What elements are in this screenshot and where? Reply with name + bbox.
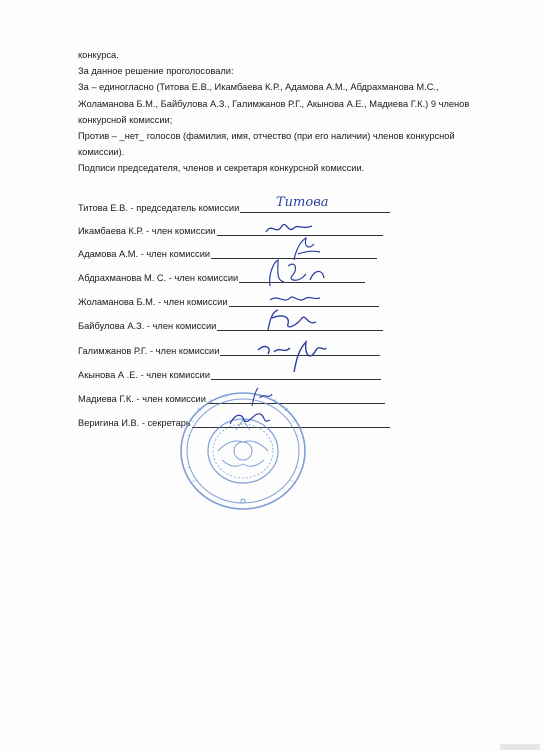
signatory-row — [78, 245, 377, 259]
text-line: Жоламанова Б.М., Байбулова А.З., Галимжанов Р.Г., Акынова А.Е., Мадиева Г.К.) 9 членов — [78, 98, 470, 109]
signatory-row — [78, 293, 379, 307]
signatory-label: Веригина И.В. - секретарь — [78, 418, 191, 428]
text-line: конкурса. — [78, 50, 119, 60]
signatory-row — [78, 199, 390, 213]
text-line: Против – _нет_ голосов (фамилия, имя, отчество (при его наличии) членов конкурсной — [78, 131, 455, 142]
signatory-row — [78, 222, 383, 236]
signature-line — [229, 295, 379, 307]
signature-line — [211, 247, 377, 259]
signature-line — [211, 368, 381, 380]
signature-line — [217, 224, 383, 236]
scan-artifact — [500, 744, 540, 750]
text-line: Подписи председателя, членов и секретаря конкурсной комиссии. — [78, 163, 365, 174]
signatory-label: Мадиева Г.К. - член комиссии — [78, 394, 206, 404]
text-line: За данное решение проголосовали: — [78, 66, 234, 77]
signatory-label: Жоламанова Б.М. - член комиссии — [78, 297, 228, 307]
text-line: конкурсной комиссии; — [78, 114, 173, 125]
text-line: комиссии). — [78, 147, 125, 158]
signature-text: Титова — [276, 195, 329, 210]
signatory-label: Титова Е.В. - председатель комиссии — [78, 203, 240, 213]
signatory-label: Акынова А .Е. - член комиссии — [78, 370, 211, 380]
signature-line — [217, 319, 383, 331]
signature-line — [220, 344, 380, 356]
text-line: За – единогласно (Титова Е.В., Икамбаева К.Р., Адамова А.М., Абдрахманова М.С., — [78, 82, 439, 93]
signature-line — [239, 271, 365, 283]
signatory-row — [78, 269, 365, 283]
decision-text — [78, 47, 478, 177]
signatory-row — [78, 317, 383, 331]
signatory-label: Адамова А.М. - член комиссии — [78, 249, 211, 259]
signatory-row — [78, 366, 381, 380]
signature-line — [240, 201, 390, 213]
signatory-label: Икамбаева К.Р. - член комиссии — [78, 226, 216, 236]
official-stamp — [178, 390, 308, 512]
signatory-label: Байбулова А.З. - член комиссии — [78, 321, 217, 331]
signatory-label: Абдрахманова М. С. - член комиссии — [78, 273, 239, 283]
signatory-label: Галимжанов Р.Г. - член комиссии — [78, 346, 220, 356]
signatory-row — [78, 342, 380, 356]
